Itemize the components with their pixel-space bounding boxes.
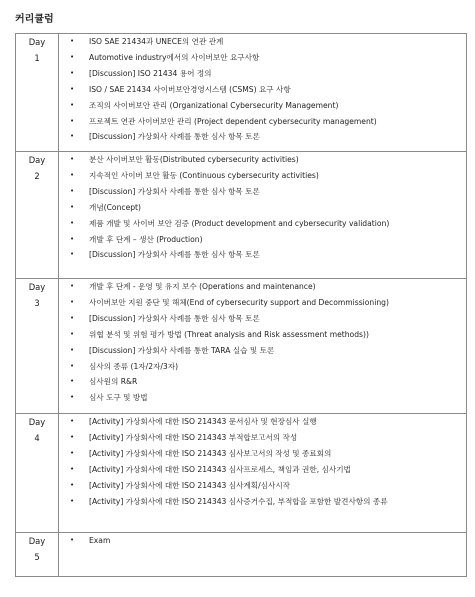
list-item: • Exam	[59, 533, 466, 549]
bullet-icon: •	[70, 218, 75, 227]
list-item: • [Activity] 가상회사에 대한 ISO 214343 심사프로세스, 책임과 권한, 심사기법	[59, 462, 466, 478]
day-number: 4	[34, 433, 40, 443]
table-row	[16, 533, 467, 577]
bullet-icon: •	[70, 536, 75, 544]
list-item: • [Discussion] 가상회사 사례를 통한 심사 항목 토론	[59, 129, 466, 145]
page-title: 커리큘럼	[15, 14, 54, 25]
bullet-icon: •	[70, 345, 75, 354]
bullet-icon: •	[70, 84, 75, 93]
bullet-icon: •	[70, 432, 75, 441]
bullet-icon: •	[70, 132, 75, 141]
bullet-icon: •	[70, 417, 75, 425]
list-item: • 심사의 종류 (1자/2자/3자)	[59, 359, 466, 375]
bullet-icon: •	[70, 52, 75, 61]
topics-cell	[59, 533, 467, 577]
list-item: • [Activity] 가상회사에 대한 ISO 214343 심사보고서의 작성 및 종료회의	[59, 446, 466, 462]
day-cell	[16, 152, 59, 279]
day-cell	[16, 34, 59, 152]
bullet-icon: •	[70, 464, 75, 473]
list-item: • 개념(Concept)	[59, 200, 466, 216]
bullet-icon: •	[70, 202, 75, 211]
table-row	[16, 414, 467, 533]
list-item: • 개발 후 단계 - 운영 및 유지 보수 (Operations and maintenance)	[59, 279, 466, 295]
curriculum-table	[15, 33, 467, 577]
day-number: 5	[34, 552, 40, 562]
topic-list	[59, 414, 466, 509]
topic-list	[59, 34, 466, 145]
bullet-icon: •	[70, 116, 75, 125]
list-item: • ISO SAE 21434과 UNECE의 연관 관계	[59, 34, 466, 50]
table-row	[16, 152, 467, 279]
bullet-icon: •	[70, 234, 75, 243]
list-item: • [Discussion] 가상회사 사례를 통한 심사 항목 토론	[59, 184, 466, 200]
day-cell	[16, 533, 59, 577]
bullet-icon: •	[70, 282, 75, 290]
topics-cell	[59, 34, 467, 152]
day-label: Day	[28, 37, 46, 47]
list-item: • 조직의 사이버보안 관리 (Organizational Cybersecurity Management)	[59, 98, 466, 114]
list-item: • [Discussion] 가상회사 사례를 통한 심사 항목 토론	[59, 247, 466, 263]
bullet-icon: •	[70, 377, 75, 386]
list-item: • [Discussion] ISO 21434 용어 정의	[59, 66, 466, 82]
bullet-icon: •	[70, 100, 75, 109]
bullet-icon: •	[70, 361, 75, 370]
list-item: • [Activity] 가상회사에 대한 ISO 214343 문서심사 및 현장심사 실행	[59, 414, 466, 430]
bullet-icon: •	[70, 155, 75, 163]
bullet-icon: •	[70, 170, 75, 179]
list-item: • 사이버보안 지원 중단 및 해체(End of cybersecurity support and Decommissioning)	[59, 295, 466, 311]
list-item: • 지속적인 사이버 보안 활동 (Continuous cybersecurity activities)	[59, 168, 466, 184]
topic-list	[59, 152, 466, 263]
list-item: • [Activity] 가상회사에 대한 ISO 214343 심사계획/심사시작	[59, 478, 466, 494]
bullet-icon: •	[70, 250, 75, 259]
list-item: • 위협 분석 및 위험 평가 방법 (Threat analysis and Risk assessment methods))	[59, 327, 466, 343]
list-item: • [Discussion] 가상회사 사례를 통한 심사 항목 토론	[59, 311, 466, 327]
list-item: • 개발 후 단계 – 생산 (Production)	[59, 232, 466, 248]
bullet-icon: •	[70, 313, 75, 322]
bullet-icon: •	[70, 393, 75, 402]
day-number: 3	[34, 298, 40, 308]
list-item: • [Activity] 가상회사에 대한 ISO 214343 부적합보고서의 작성	[59, 430, 466, 446]
topics-cell	[59, 152, 467, 279]
bullet-icon: •	[70, 186, 75, 195]
day-number: 2	[34, 171, 40, 181]
bullet-icon: •	[70, 329, 75, 338]
topic-list	[59, 279, 466, 406]
bullet-icon: •	[70, 68, 75, 77]
day-label: Day	[28, 155, 46, 165]
day-cell	[16, 279, 59, 414]
list-item: • Automotive industry에서의 사이버보안 요구사항	[59, 50, 466, 66]
list-item: • 분산 사이버보안 활동(Distributed cybersecurity activities)	[59, 152, 466, 168]
day-label: Day	[28, 536, 46, 546]
topic-list	[59, 533, 466, 549]
list-item: • 제품 개발 및 사이버 보안 검증 (Product development and cybersecurity validation)	[59, 216, 466, 232]
list-item: • 프로젝트 연관 사이버보안 관리 (Project dependent cybersecurity management)	[59, 114, 466, 130]
bullet-icon: •	[70, 480, 75, 489]
topics-cell	[59, 414, 467, 533]
table-row	[16, 34, 467, 152]
list-item: • 심사원의 R&R	[59, 374, 466, 390]
bullet-icon: •	[70, 496, 75, 505]
bullet-icon: •	[70, 448, 75, 457]
list-item: • ISO / SAE 21434 사이버보안경영시스템 (CSMS) 요구 사항	[59, 82, 466, 98]
day-cell	[16, 414, 59, 533]
list-item: • [Activity] 가상회사에 대한 ISO 214343 심사증거수집, 부적합을 포함한 발견사항의 종류	[59, 494, 466, 510]
table-row	[16, 279, 467, 414]
bullet-icon: •	[70, 297, 75, 306]
day-label: Day	[28, 417, 46, 427]
list-item: • [Discussion] 가상회사 사례를 통한 TARA 실습 및 토론	[59, 343, 466, 359]
day-label: Day	[28, 282, 46, 292]
list-item: • 심사 도구 및 방법	[59, 390, 466, 406]
bullet-icon: •	[70, 37, 75, 45]
day-number: 1	[34, 53, 40, 63]
topics-cell	[59, 279, 467, 414]
